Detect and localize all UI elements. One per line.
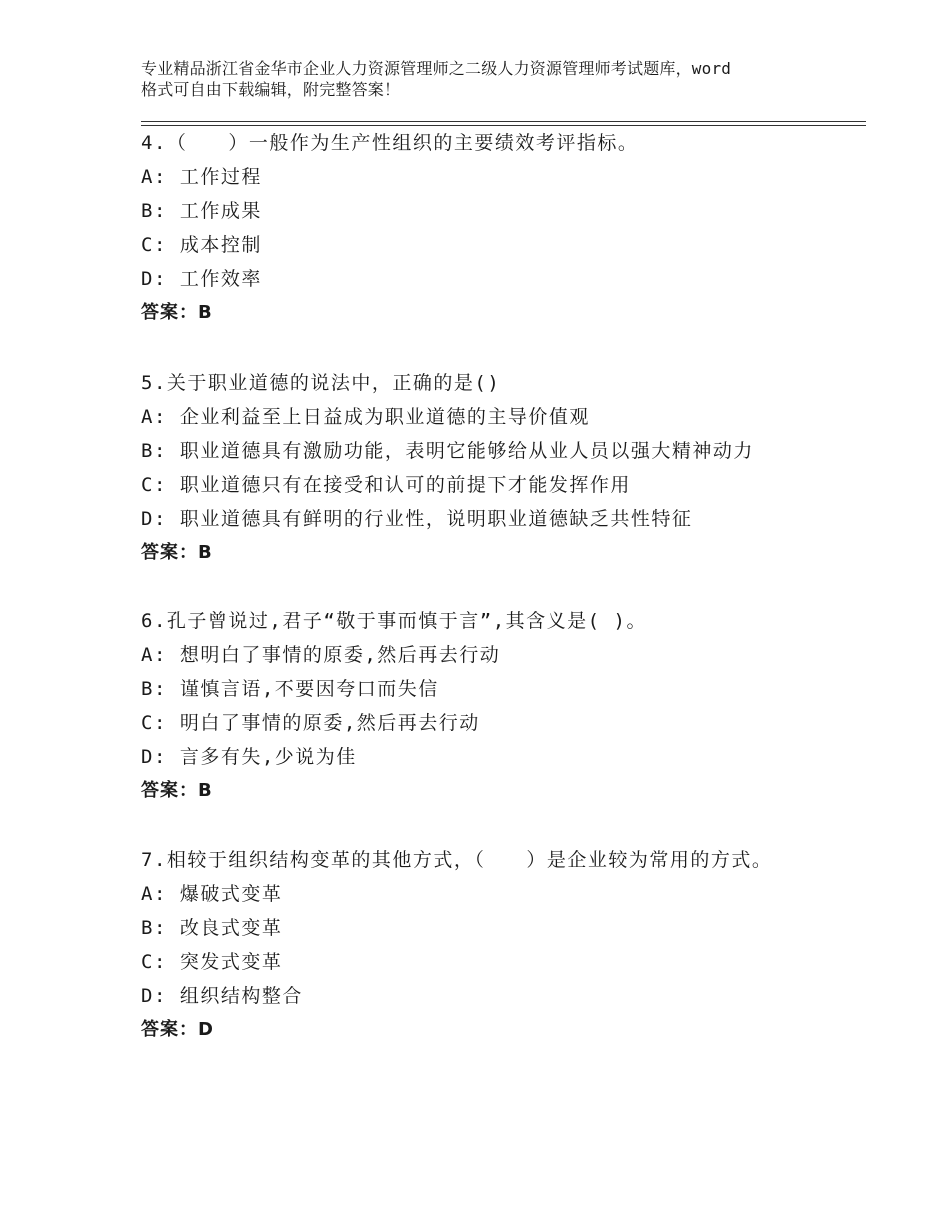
option-b: B: 职业道德具有激励功能，表明它能够给从业人员以强大精神动力	[141, 440, 754, 462]
header-line-2: 格式可自由下载编辑，附完整答案！	[141, 80, 401, 99]
option-c: C: 职业道德只有在接受和认可的前提下才能发挥作用	[141, 474, 631, 496]
option-c: C: 突发式变革	[141, 951, 283, 973]
option-b: B: 改良式变革	[141, 917, 283, 939]
question-stem: 7.相较于组织结构变革的其他方式，（ ）是企业较为常用的方式。	[141, 849, 773, 871]
question-7	[141, 843, 801, 1047]
option-a: A: 想明白了事情的原委,然后再去行动	[141, 644, 501, 666]
question-stem: 4.（ ）一般作为生产性组织的主要绩效考评指标。	[141, 132, 639, 154]
answer-label: 答案：D	[141, 1019, 214, 1040]
header-line-1: 专业精品浙江省金华市企业人力资源管理师之二级人力资源管理师考试题库，word	[141, 59, 732, 78]
option-a: A: 企业利益至上日益成为职业道德的主导价值观	[141, 406, 590, 428]
question-6	[141, 604, 801, 808]
option-a: A: 爆破式变革	[141, 883, 283, 905]
option-d: D: 职业道德具有鲜明的行业性，说明职业道德缺乏共性特征	[141, 508, 693, 530]
answer-label: 答案：B	[141, 302, 213, 323]
question-4	[141, 126, 801, 330]
option-c: C: 明白了事情的原委,然后再去行动	[141, 712, 480, 734]
document-header	[141, 58, 841, 100]
option-d: D: 组织结构整合	[141, 985, 303, 1007]
question-5	[141, 366, 801, 570]
question-stem: 5.关于职业道德的说法中，正确的是()	[141, 372, 501, 394]
option-b: B: 工作成果	[141, 200, 262, 222]
option-a: A: 工作过程	[141, 166, 262, 188]
answer-label: 答案：B	[141, 542, 213, 563]
header-divider-top	[141, 121, 866, 122]
option-d: D: 工作效率	[141, 268, 262, 290]
question-stem: 6.孔子曾说过,君子“敬于事而慎于言”,其含义是( )。	[141, 610, 647, 632]
answer-label: 答案：B	[141, 780, 213, 801]
option-c: C: 成本控制	[141, 234, 262, 256]
option-b: B: 谨慎言语,不要因夸口而失信	[141, 678, 439, 700]
option-d: D: 言多有失,少说为佳	[141, 746, 357, 768]
